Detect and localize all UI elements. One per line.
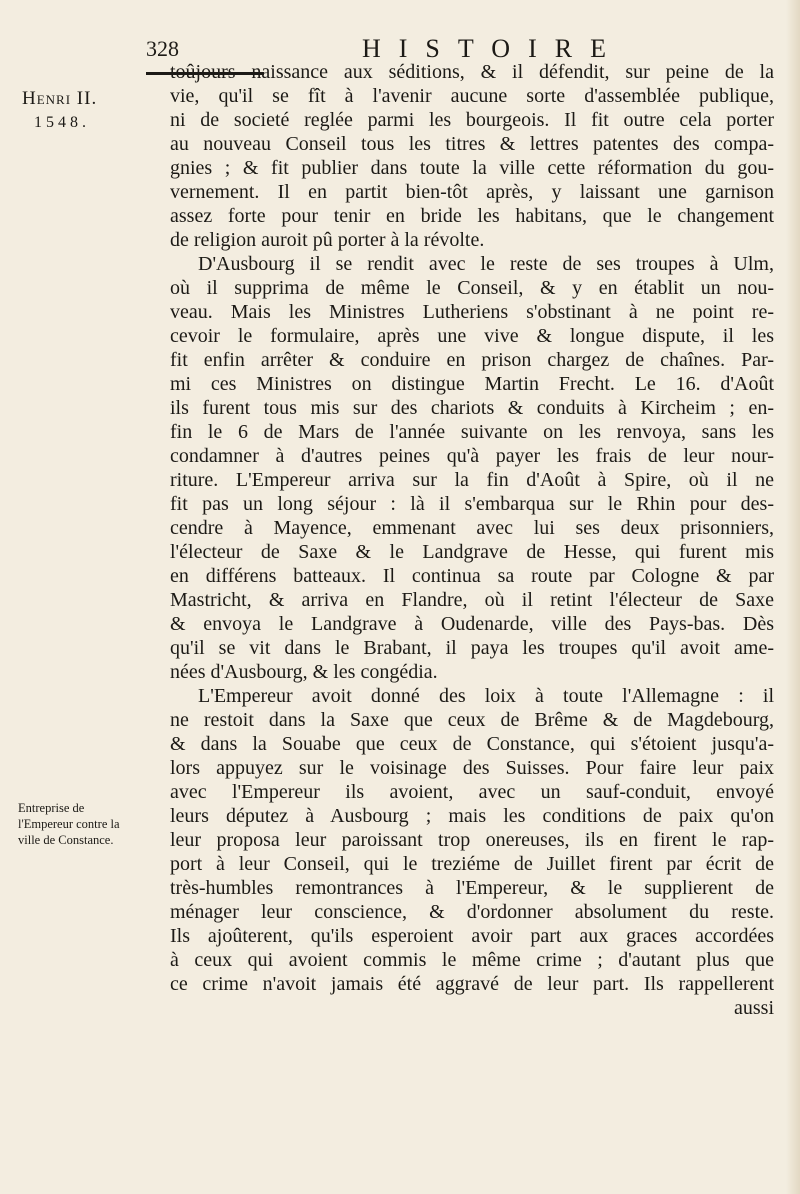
text-line: fit pas un long séjour : là il s'embarqua sur le Rhin pour des- bbox=[170, 493, 774, 515]
text-line: D'Ausbourg il se rendit avec le reste de ses troupes à Ulm, bbox=[198, 253, 774, 275]
text-line: assez forte pour tenir en bride les habitans, que le changement bbox=[170, 205, 774, 227]
text-line: qu'il se vit dans le Brabant, il paya les troupes qu'il avoit ame- bbox=[170, 637, 774, 659]
margin-reign bbox=[22, 88, 132, 132]
text-line: L'Empereur avoit donné des loix à toute l'Allemagne : il bbox=[198, 685, 774, 707]
text-line: en différens batteaux. Il continua sa route par Cologne & par bbox=[170, 565, 774, 587]
text-line: & envoya le Landgrave à Oudenarde, ville des Pays-bas. Dès bbox=[170, 613, 774, 635]
text-line: fit enfin arrêter & conduire en prison chargez de chaînes. Par- bbox=[170, 349, 774, 371]
text-line: ni de societé reglée parmi les bourgeois. Il fit outre cela porter bbox=[170, 109, 774, 131]
text-line: ce crime n'avoit jamais été aggravé de leur part. Ils rappellerent bbox=[170, 973, 774, 995]
margin-king: Henri II. bbox=[22, 88, 98, 109]
running-title: HISTOIRE bbox=[362, 34, 624, 63]
text-line: à ceux qui avoient commis le même crime ; d'autant plus que bbox=[170, 949, 774, 971]
text-line: au nouveau Conseil tous les titres & lettres patentes des compa- bbox=[170, 133, 774, 155]
text-line: vernement. Il en partit bien-tôt après, y laissant une garnison bbox=[170, 181, 774, 203]
margin-note: Entreprise de l'Empereur contre la ville de Constance. bbox=[18, 801, 120, 847]
text-line: toûjours naissance aux séditions, & il défendit, sur peine de la bbox=[170, 61, 774, 83]
text-line: & dans la Souabe que ceux de Constance, qui s'étoient jusqu'a- bbox=[170, 733, 774, 755]
text-line: mi ces Ministres on distingue Martin Frecht. Le 16. d'Août bbox=[170, 373, 774, 395]
text-line: cevoir le formulaire, après une vive & longue dispute, il les bbox=[170, 325, 774, 347]
text-line: très-humbles remontrances à l'Empereur, & le supplierent de bbox=[170, 877, 774, 899]
text-line: ne restoit dans la Saxe que ceux de Brême & de Magdebourg, bbox=[170, 709, 774, 731]
text-line: de religion auroit pû porter à la révolte. bbox=[170, 229, 485, 251]
text-line: condamner à d'autres peines qu'à payer les frais de leur nour- bbox=[170, 445, 774, 467]
text-line: port à leur Conseil, qui le treziéme de Juillet firent par écrit de bbox=[170, 853, 774, 875]
text-line: aussi bbox=[734, 997, 774, 1019]
text-line: nées d'Ausbourg, & les congédia. bbox=[170, 661, 438, 683]
text-line: lors appuyez sur le voisinage des Suisses. Pour faire leur paix bbox=[170, 757, 774, 779]
text-line: gnies ; & fit publier dans toute la ville cette réformation du gou- bbox=[170, 157, 774, 179]
text-line: leurs députez à Ausbourg ; mais les conditions de paix qu'on bbox=[170, 805, 774, 827]
text-line: vie, qu'il se fît à l'avenir aucune sorte d'assemblée publique, bbox=[170, 85, 774, 107]
text-line: Ils ajoûterent, qu'ils esperoient avoir part aux graces accordées bbox=[170, 925, 774, 947]
page-edge bbox=[786, 0, 800, 1194]
text-line: ils furent tous mis sur des chariots & conduits à Kircheim ; en- bbox=[170, 397, 774, 419]
text-line: ménager leur conscience, & d'ordonner absolument du reste. bbox=[170, 901, 774, 923]
text-line: l'électeur de Saxe & le Landgrave de Hesse, qui furent mis bbox=[170, 541, 774, 563]
margin-year: 1548. bbox=[34, 114, 90, 131]
text-line: riture. L'Empereur arriva sur la fin d'Août à Spire, où il ne bbox=[170, 469, 774, 491]
text-line: fin le 6 de Mars de l'année suivante on les renvoya, sans les bbox=[170, 421, 774, 443]
text-line: veau. Mais les Ministres Lutheriens s'obstinant à ne point re- bbox=[170, 301, 774, 323]
text-line: cendre à Mayence, emmenant avec lui ses deux prisonniers, bbox=[170, 517, 774, 539]
text-line: avec l'Empereur ils avoient, avec un sauf-conduit, envoyé bbox=[170, 781, 774, 803]
body-text bbox=[170, 60, 774, 1020]
text-line: Mastricht, & arriva en Flandre, où il retint l'électeur de Saxe bbox=[170, 589, 774, 611]
text-line: leur proposa leur paroissant trop onereuses, ils en firent le rap- bbox=[170, 829, 774, 851]
text-line: où il supprima de même le Conseil, & y en établit un nou- bbox=[170, 277, 774, 299]
page-number: 328 bbox=[146, 36, 179, 61]
